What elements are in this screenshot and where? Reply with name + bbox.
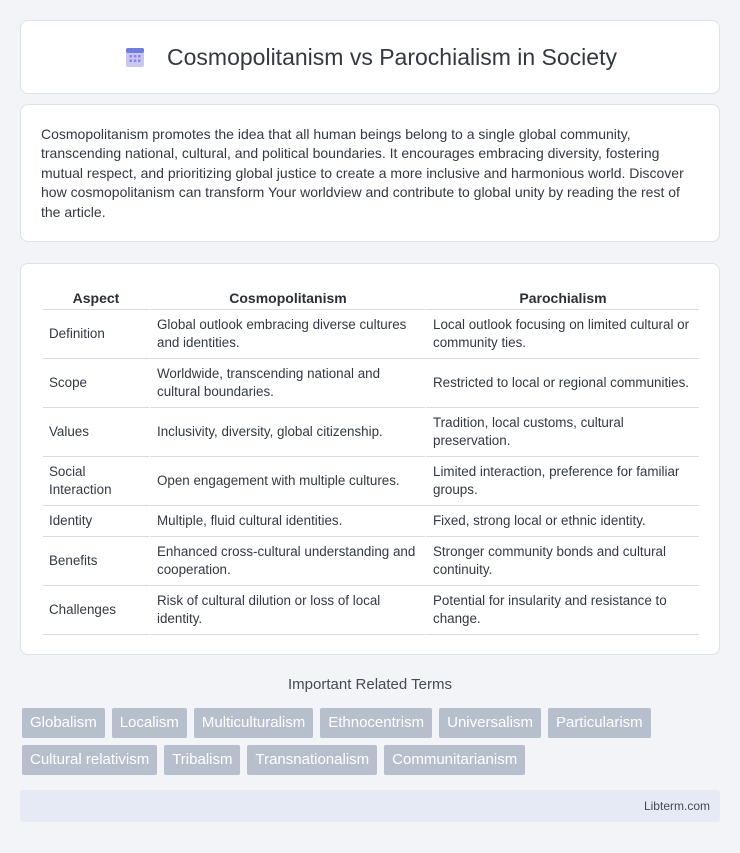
tag-universalism[interactable]: Universalism [439,708,541,738]
cell-cosmopolitanism: Open engagement with multiple cultures. [149,457,425,506]
related-terms-title: Important Related Terms [288,676,452,693]
tag-communitarianism[interactable]: Communitarianism [384,745,525,775]
document-icon [123,45,147,69]
tag-transnationalism[interactable]: Transnationalism [247,745,377,775]
table-row [43,506,699,537]
intro-paragraph: Cosmopolitanism promotes the idea that all human beings belong to a single global community, transcending national, cultural, and political boundaries. It encourages embracing diversity, fostering mutual respect, and prioritizing global justice to create a more inclusive and harmonious world. Discover how cosmopolitanism can transform Your worldview and contribute to global unity by reading the rest of the article. [41,126,684,220]
cell-parochialism: Local outlook focusing on limited cultural or community ties. [425,310,699,359]
table-row [43,537,699,586]
table-row [43,408,699,457]
comparison-table [43,284,699,635]
page-title: Cosmopolitanism vs Parochialism in Society [167,43,617,70]
cell-aspect: Values [43,408,149,457]
cell-cosmopolitanism: Global outlook embracing diverse cultures and identities. [149,310,425,359]
cell-parochialism: Stronger community bonds and cultural continuity. [425,537,699,586]
header-cosmopolitanism: Cosmopolitanism [149,284,425,310]
cell-cosmopolitanism: Enhanced cross-cultural understanding and cooperation. [149,537,425,586]
tag-tribalism[interactable]: Tribalism [164,745,240,775]
tag-multiculturalism[interactable]: Multiculturalism [194,708,313,738]
cell-parochialism: Restricted to local or regional communities. [425,359,699,408]
footer-brand-link[interactable]: Libterm.com [643,799,710,813]
tag-cultural-relativism[interactable]: Cultural relativism [22,745,157,775]
cell-parochialism: Tradition, local customs, cultural preservation. [425,408,699,457]
cell-cosmopolitanism: Multiple, fluid cultural identities. [149,506,425,537]
header-parochialism: Parochialism [425,284,699,310]
footer [20,790,720,822]
title-card [20,20,720,94]
table-row [43,457,699,506]
cell-aspect: Benefits [43,537,149,586]
cell-cosmopolitanism: Worldwide, transcending national and cultural boundaries. [149,359,425,408]
table-row [43,586,699,635]
cell-aspect: Identity [43,506,149,537]
cell-cosmopolitanism: Inclusivity, diversity, global citizenship. [149,408,425,457]
tag-particularism[interactable]: Particularism [548,708,651,738]
cell-aspect: Social Interaction [43,457,149,506]
tag-localism[interactable]: Localism [112,708,187,738]
header-aspect: Aspect [43,284,149,310]
comparison-card [20,263,720,655]
tag-globalism[interactable]: Globalism [22,708,105,738]
intro-card [20,104,720,242]
table-row [43,359,699,408]
cell-parochialism: Potential for insularity and resistance to change. [425,586,699,635]
cell-aspect: Challenges [43,586,149,635]
cell-parochialism: Fixed, strong local or ethnic identity. [425,506,699,537]
tag-ethnocentrism[interactable]: Ethnocentrism [320,708,432,738]
cell-aspect: Scope [43,359,149,408]
table-header-row [43,284,699,310]
cell-aspect: Definition [43,310,149,359]
table-row [43,310,699,359]
cell-parochialism: Limited interaction, preference for familiar groups. [425,457,699,506]
related-terms-list [22,708,722,782]
cell-cosmopolitanism: Risk of cultural dilution or loss of local identity. [149,586,425,635]
